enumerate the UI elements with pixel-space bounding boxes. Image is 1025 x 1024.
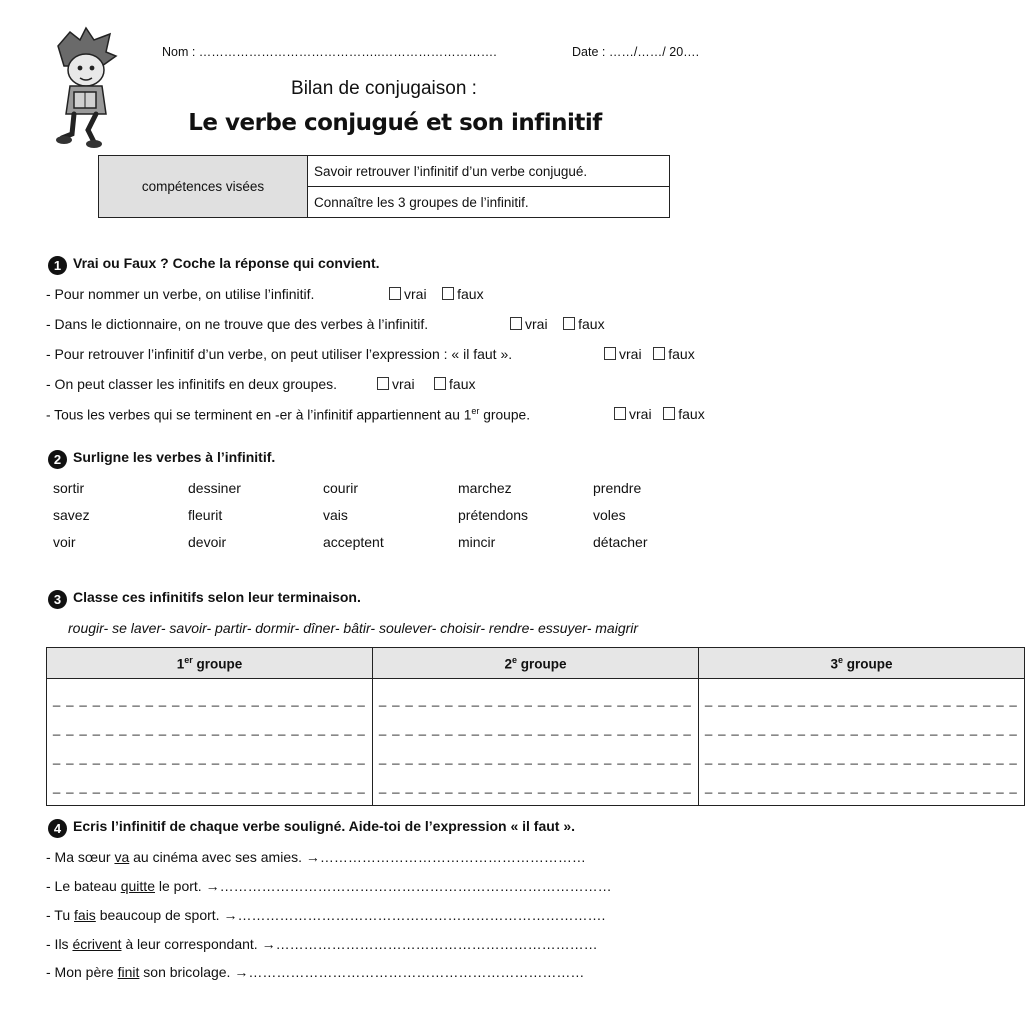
statement-2: - Dans le dictionnaire, on ne trouve que des verbes à l’infinitif. xyxy=(46,316,429,332)
arrow-icon: → xyxy=(305,849,320,865)
verb-word[interactable]: devoir xyxy=(188,534,227,550)
sentence-item: - Mon père finit son bricolage. →……………………………………………………………… xyxy=(46,964,585,980)
classification-table xyxy=(46,647,1025,806)
date-field: Date : ……/……/ 20…. xyxy=(572,45,700,59)
answer-blank[interactable]: _ _ _ _ _ _ _ _ _ _ _ _ _ _ _ _ _ _ _ _ _ _ _ _ xyxy=(705,692,1018,707)
group-1-header: 1er groupe xyxy=(47,648,373,679)
exercise-3-title: 3 Classe ces infinitifs selon leur terminaison. xyxy=(48,589,361,609)
faux-checkbox[interactable] xyxy=(442,287,454,300)
underlined-verb: quitte xyxy=(120,878,155,894)
statement-1: - Pour nommer un verbe, on utilise l’infinitif. xyxy=(46,286,315,302)
exercise-number-badge: 4 xyxy=(48,819,67,838)
underlined-verb: va xyxy=(114,849,130,865)
answer-blank[interactable]: _ _ _ _ _ _ _ _ _ _ _ _ _ _ _ _ _ _ _ _ _ _ _ _ xyxy=(53,750,366,765)
group-2-column[interactable] xyxy=(373,679,699,806)
verb-word[interactable]: voles xyxy=(593,507,626,523)
verb-word[interactable]: vais xyxy=(323,507,348,523)
verb-word[interactable]: savez xyxy=(53,507,90,523)
vrai-checkbox[interactable] xyxy=(604,347,616,360)
group-2-header: 2e groupe xyxy=(373,648,699,679)
answer-blank[interactable]: _ _ _ _ _ _ _ _ _ _ _ _ _ _ _ _ _ _ _ _ _ _ _ _ xyxy=(379,692,692,707)
arrow-icon: → xyxy=(234,964,249,980)
competence-item: Savoir retrouver l’infinitif d’un verbe conjugué. xyxy=(308,156,670,187)
verb-word[interactable]: détacher xyxy=(593,534,648,550)
answer-blank[interactable]: _ _ _ _ _ _ _ _ _ _ _ _ _ _ _ _ _ _ _ _ _ _ _ _ xyxy=(705,721,1018,736)
answer-dots[interactable]: ……………………………………………………………………. xyxy=(237,907,606,923)
answer-dots[interactable]: ………………………………………………………………………… xyxy=(219,878,612,894)
answer-blank[interactable]: _ _ _ _ _ _ _ _ _ _ _ _ _ _ _ _ _ _ _ _ _ _ _ _ xyxy=(379,750,692,765)
answer-choices: vrai faux xyxy=(604,346,695,362)
answer-dots[interactable]: ……………………………………………………………… xyxy=(248,964,585,980)
competences-table xyxy=(98,155,670,218)
exercise-number-badge: 3 xyxy=(48,590,67,609)
verb-word[interactable]: dessiner xyxy=(188,480,241,496)
vrai-checkbox[interactable] xyxy=(377,377,389,390)
verb-word[interactable]: sortir xyxy=(53,480,85,496)
infinitive-list: rougir- se laver- savoir- partir- dormir- dîner- bâtir- soulever- choisir- rendre- essuyer- maigrir xyxy=(68,620,639,636)
answer-blank[interactable]: _ _ _ _ _ _ _ _ _ _ _ _ _ _ _ _ _ _ _ _ _ _ _ _ xyxy=(379,721,692,736)
answer-blank[interactable]: _ _ _ _ _ _ _ _ _ _ _ _ _ _ _ _ _ _ _ _ _ _ _ _ xyxy=(53,692,366,707)
verb-word[interactable]: courir xyxy=(323,480,359,496)
verb-word[interactable]: acceptent xyxy=(323,534,384,550)
verb-word[interactable]: voir xyxy=(53,534,76,550)
faux-checkbox[interactable] xyxy=(663,407,675,420)
answer-blank[interactable]: _ _ _ _ _ _ _ _ _ _ _ _ _ _ _ _ _ _ _ _ _ _ _ _ xyxy=(705,779,1018,794)
answer-blank[interactable]: _ _ _ _ _ _ _ _ _ _ _ _ _ _ _ _ _ _ _ _ _ _ _ _ xyxy=(379,779,692,794)
sentence-item: - Ils écrivent à leur correspondant. →…………………………………………………………… xyxy=(46,936,598,952)
verb-word[interactable]: prendre xyxy=(593,480,642,496)
vrai-checkbox[interactable] xyxy=(389,287,401,300)
verb-word[interactable]: fleurit xyxy=(188,507,223,523)
faux-checkbox[interactable] xyxy=(434,377,446,390)
page-subtitle: Bilan de conjugaison : xyxy=(291,78,477,99)
underlined-verb: finit xyxy=(117,964,140,980)
exercise-number-badge: 2 xyxy=(48,450,67,469)
exercise-2-title: 2 Surligne les verbes à l’infinitif. xyxy=(48,449,275,469)
statement-3: - Pour retrouver l’infinitif d’un verbe, on peut utiliser l’expression : « il faut ». xyxy=(46,346,513,362)
answer-choices: vrai faux xyxy=(377,376,475,392)
verb-word[interactable]: prétendons xyxy=(458,507,529,523)
statement-5: - Tous les verbes qui se terminent en -er à l’infinitif appartiennent au 1er groupe. xyxy=(46,406,531,423)
sentence-item: - Tu fais beaucoup de sport. →……………………………………………………………………. xyxy=(46,907,606,923)
competence-item: Connaître les 3 groupes de l’infinitif. xyxy=(308,187,670,218)
verb-grid xyxy=(53,480,728,550)
vrai-checkbox[interactable] xyxy=(614,407,626,420)
answer-blank[interactable]: _ _ _ _ _ _ _ _ _ _ _ _ _ _ _ _ _ _ _ _ _ _ _ _ xyxy=(53,779,366,794)
exercise-number-badge: 1 xyxy=(48,256,67,275)
underlined-verb: fais xyxy=(74,907,96,923)
verb-word[interactable]: marchez xyxy=(458,480,512,496)
answer-choices: vrai faux xyxy=(614,406,705,422)
group-1-column[interactable] xyxy=(47,679,373,806)
arrow-icon: → xyxy=(205,878,220,894)
page-title: Le verbe conjugué et son infinitif xyxy=(188,110,602,136)
answer-blank[interactable]: _ _ _ _ _ _ _ _ _ _ _ _ _ _ _ _ _ _ _ _ _ _ _ _ xyxy=(705,750,1018,765)
competences-label: compétences visées xyxy=(99,156,308,218)
arrow-icon: → xyxy=(223,907,238,923)
sentence-item: - Le bateau quitte le port. →………………………………………………………………………… xyxy=(46,878,612,894)
answer-blank[interactable]: _ _ _ _ _ _ _ _ _ _ _ _ _ _ _ _ _ _ _ _ _ _ _ _ xyxy=(53,721,366,736)
underlined-verb: écrivent xyxy=(72,936,122,952)
statement-4: - On peut classer les infinitifs en deux groupes. xyxy=(46,376,338,392)
name-field: Nom : ……………………………………..………………………. xyxy=(162,45,497,59)
answer-choices: vrai faux xyxy=(389,286,484,302)
group-3-column[interactable] xyxy=(699,679,1025,806)
group-3-header: 3e groupe xyxy=(699,648,1025,679)
faux-checkbox[interactable] xyxy=(653,347,665,360)
answer-choices: vrai faux xyxy=(510,316,605,332)
verb-word[interactable]: mincir xyxy=(458,534,496,550)
faux-checkbox[interactable] xyxy=(563,317,575,330)
exercise-1-title: 1 Vrai ou Faux ? Coche la réponse qui convient. xyxy=(48,255,380,275)
vrai-checkbox[interactable] xyxy=(510,317,522,330)
exercise-4-title: 4 Ecris l’infinitif de chaque verbe souligné. Aide-toi de l’expression « il faut ». xyxy=(48,818,575,838)
arrow-icon: → xyxy=(261,936,276,952)
answer-dots[interactable]: ………………………………………………… xyxy=(319,849,586,865)
answer-dots[interactable]: …………………………………………………………… xyxy=(275,936,598,952)
sentence-item: - Ma sœur va au cinéma avec ses amies. →………………………………………………… xyxy=(46,849,586,865)
